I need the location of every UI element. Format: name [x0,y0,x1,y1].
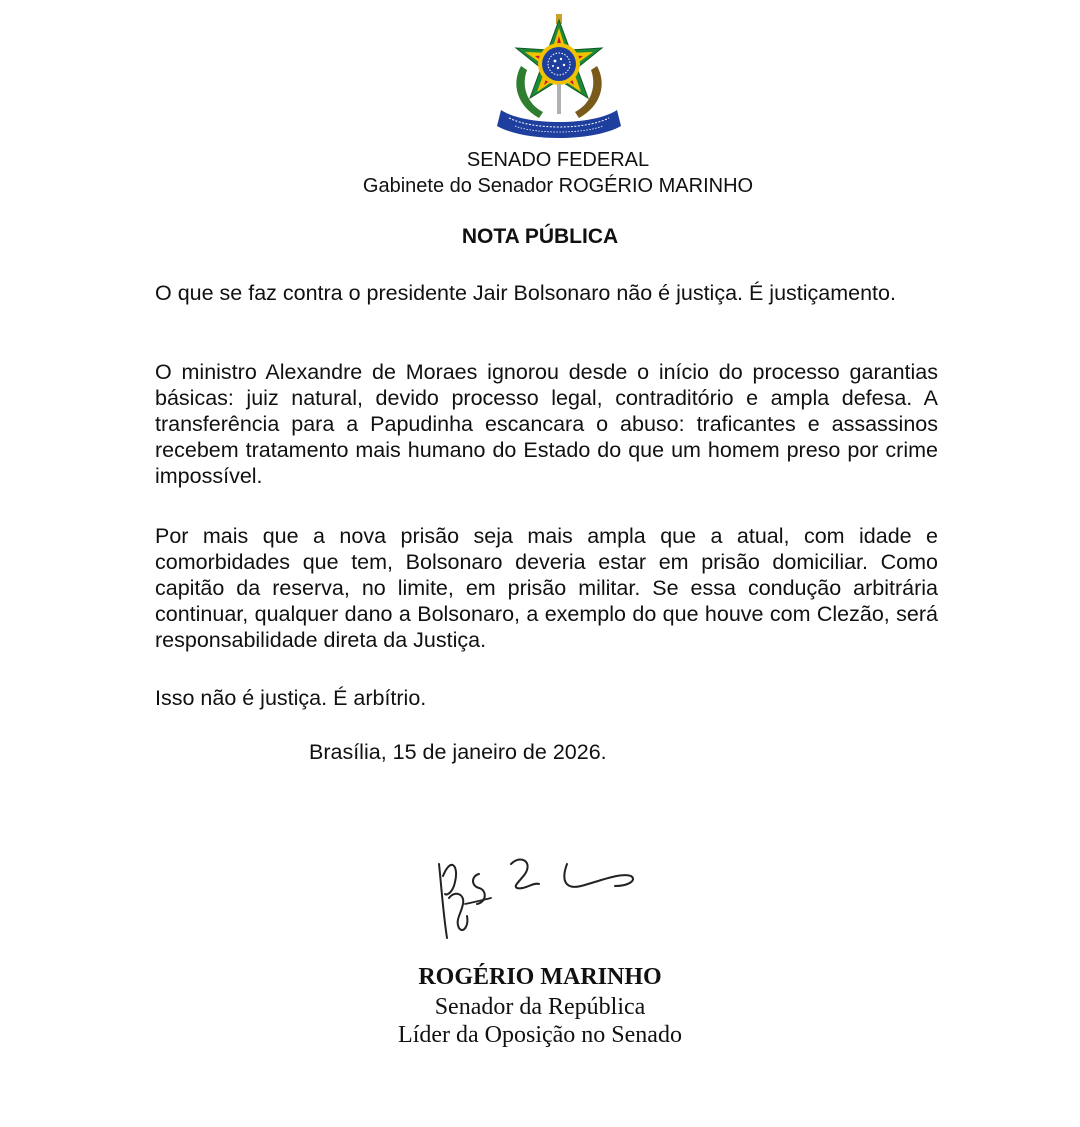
signatory-name: ROGÉRIO MARINHO [418,964,662,990]
handwritten-signature-icon [425,842,650,947]
document-title: NOTA PÚBLICA [461,225,619,248]
dateline: Brasília, 15 de janeiro de 2026. [309,740,607,764]
signatory-role: Senador da República [434,994,646,1020]
paragraph-4: Isso não é justiça. É arbítrio. [155,686,427,710]
letterhead-organization: SENADO FEDERAL [466,149,650,171]
paragraph-3: Por mais que a nova prisão seja mais ampla que a atual, com idade e comorbidades que tem, Bolsonaro deveria estar em prisão domiciliar. Como capitão da reserva, no limite, em prisão militar. Se essa condução arbitrária continuar, qualquer dano a Bolsonaro, a exemplo do que houve com Clezão, será responsabilidade direta da Justiça. [155,524,938,652]
signatory-position: Líder da Oposição no Senado [398,1022,682,1048]
brazil-coat-of-arms-icon [495,14,623,140]
paragraph-1: O que se faz contra o presidente Jair Bolsonaro não é justiça. É justiçamento. [155,281,896,305]
letterhead-office: Gabinete do Senador ROGÉRIO MARINHO [362,175,754,197]
paragraph-2: O ministro Alexandre de Moraes ignorou desde o início do processo garantias básicas: juiz natural, devido processo legal, contraditório e ampla defesa. A transferência para a Papudinha escancara o abuso: traficantes e assassinos recebem tratamento mais humano do Estado do que um homem preso por crime impossível. [155,360,938,488]
